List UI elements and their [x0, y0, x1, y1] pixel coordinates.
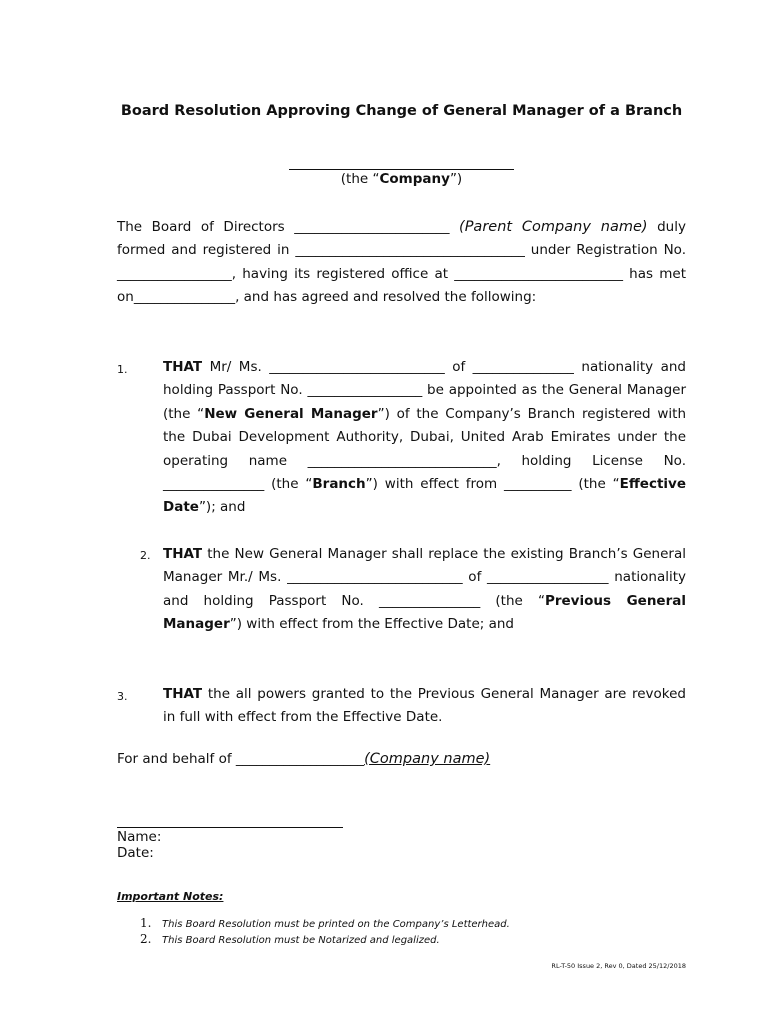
note-text: This Board Resolution must be Notarized and legalized.	[162, 935, 440, 946]
item-number: 3.	[117, 690, 128, 703]
name-label: Name:	[117, 829, 162, 845]
intro-text-2: duly formed and registered in __________________________________ under Registration No. _________________, having its registered office at _________________________ has met on_______________, and has agreed and resolved the following:	[117, 219, 686, 306]
important-notes-heading: Important Notes:	[117, 890, 224, 903]
note-number: 2.	[140, 932, 152, 946]
item-body	[163, 683, 686, 730]
item-number: 1.	[117, 363, 128, 376]
note-number: 1.	[140, 916, 152, 930]
note-item	[140, 932, 440, 946]
intro-paragraph	[117, 216, 686, 310]
new-gm-term: New General Manager	[204, 405, 378, 422]
item-text: ”) with effect from __________ (the “	[365, 476, 620, 493]
company-prefix: (the “	[340, 171, 380, 187]
item-text: ”) with effect from the Effective Date; and	[229, 616, 515, 633]
date-label: Date:	[117, 845, 154, 861]
item-text: the New General Manager shall replace the existing Branch’s General Manager Mr./ Ms. __________________________ of __________________ nationality and holding Passport No. _______________ (the “	[163, 546, 686, 609]
item-that: THAT	[163, 686, 203, 702]
previous-gm-term: Previous General Manager	[163, 592, 686, 633]
signature-line	[117, 827, 343, 828]
document-title: Board Resolution Approving Change of General Manager of a Branch	[120, 103, 683, 119]
item-text: the all powers granted to the Previous General Manager are revoked in full with effect from the Effective Date.	[163, 686, 686, 726]
note-item	[140, 916, 510, 930]
item-text: ”); and	[198, 499, 246, 516]
company-name-placeholder: (Company name)	[364, 751, 491, 767]
branch-term: Branch	[312, 476, 366, 493]
behalf-text: For and behalf of ___________________	[117, 751, 365, 767]
note-text: This Board Resolution must be printed on the Company’s Letterhead.	[162, 919, 510, 930]
company-suffix: ”)	[449, 171, 463, 187]
company-label: Company	[379, 171, 450, 187]
item-that: THAT	[163, 546, 203, 562]
item-number: 2.	[140, 549, 151, 562]
company-name-blank-line	[289, 169, 514, 170]
item-body	[163, 543, 686, 637]
item-that: THAT	[163, 359, 203, 375]
parent-company-placeholder: (Parent Company name)	[459, 219, 648, 235]
item-text: Mr/ Ms. __________________________ of _______________ nationality and holding Passport No. _________________ be appointed as the General Manager (the “	[163, 359, 686, 422]
document-footer-reference: RL-T-50 Issue 2, Rev 0, Dated 25/12/2018	[551, 962, 686, 970]
company-definition	[117, 171, 686, 188]
item-body	[163, 356, 686, 520]
effective-date-term: Effective Date	[163, 476, 686, 516]
on-behalf-line	[117, 749, 490, 769]
item-text: ”) of the Company’s Branch registered with the Dubai Development Authority, Dubai, United Arab Emirates under the operating name ____________________________, holding License No. _______________ (the “	[163, 405, 687, 493]
intro-text-1: The Board of Directors _______________________	[117, 219, 460, 235]
